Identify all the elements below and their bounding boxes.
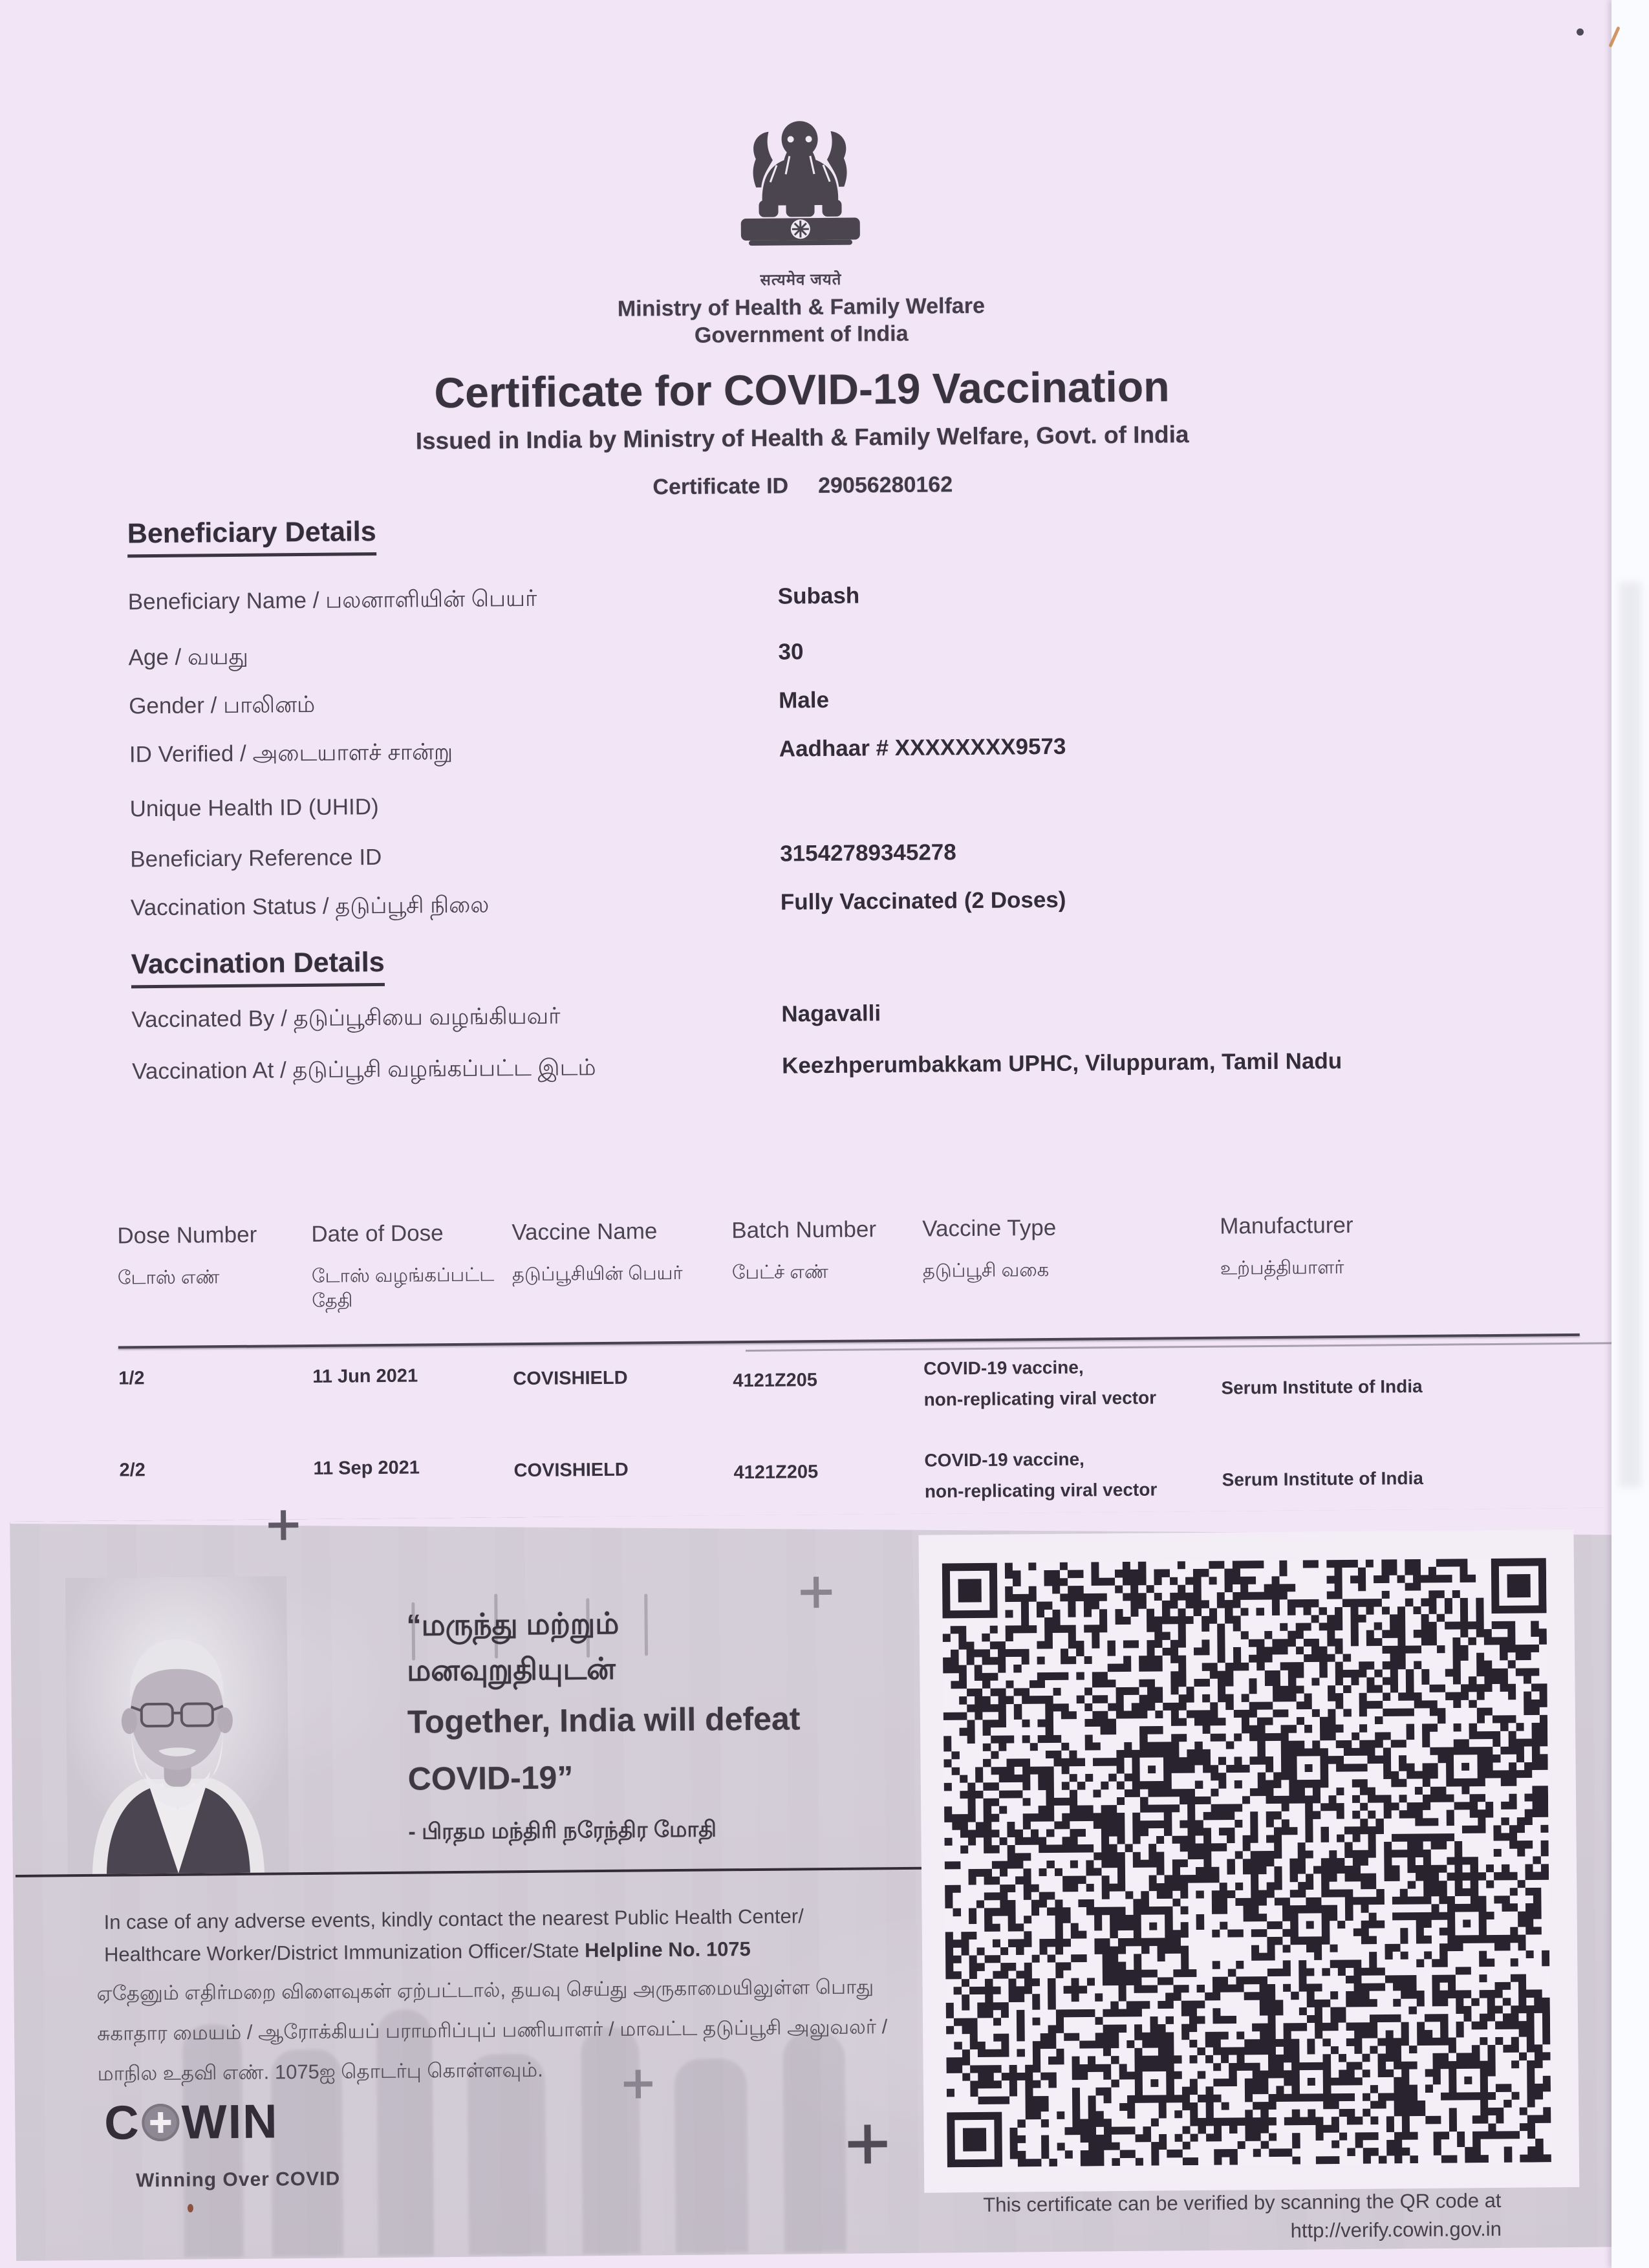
field-label: Unique Health ID (UHID) [129, 794, 379, 822]
vaccination-row-by [0, 994, 1648, 1053]
quote-english-line1: Together, India will defeat [407, 1700, 801, 1740]
beneficiary-details-heading: Beneficiary Details [127, 516, 376, 557]
qr-code [942, 1558, 1551, 2167]
pm-modi-photo [65, 1576, 289, 1874]
helpline-number: Helpline No. 1075 [584, 1938, 751, 1962]
plus-mark-icon [801, 1577, 832, 1608]
qr-panel [918, 1529, 1579, 2193]
plus-mark-icon [268, 1510, 298, 1540]
field-value: Male [779, 687, 830, 713]
beneficiary-row-uhid [0, 783, 1646, 843]
certificate-id-row [285, 469, 1320, 503]
quote-tamil-line2: மனவுறுதியுடன் [407, 1651, 616, 1687]
cowin-logo-c: C [103, 2095, 141, 2150]
column-header-vaccine-type: Vaccine Type தடுப்பூசி வகை [922, 1215, 1057, 1282]
field-label: Age / வயது [128, 643, 249, 671]
column-header-date-of-dose: Date of Dose டோஸ் வழங்கப்பட்ட தேதி [311, 1220, 495, 1312]
dose-table-row-1: 1/2 11 Jun 2021 COVISHIELD 4121Z205 COVID-19 vaccine, non-replicating viral vector Serum Institute of India [118, 1357, 1423, 1410]
certificate-subtitle: Issued in India by Ministry of Health & Family Welfare, Govt. of India [415, 421, 1189, 455]
dose-table-row-2: 2/2 11 Sep 2021 COVISHIELD 4121Z205 COVID-19 vaccine, non-replicating viral vector Serum Institute of India [119, 1449, 1423, 1502]
field-label: Vaccination At / தடுப்பூசி வழங்கப்பட்ட இடம் [131, 1055, 596, 1085]
field-label: Beneficiary Name / பலனாளியின் பெயர் [127, 585, 537, 615]
vaccination-row-at [0, 1046, 1648, 1105]
column-header-batch-number: Batch Number பேட்ச் எண் [731, 1216, 877, 1284]
certificate-title: Certificate for COVID-19 Vaccination [434, 362, 1170, 417]
field-value: Aadhaar # XXXXXXXX9573 [779, 733, 1066, 762]
field-value: Fully Vaccinated (2 Doses) [780, 887, 1066, 915]
column-header-vaccine-name: Vaccine Name தடுப்பூசியின் பெயர் [512, 1218, 683, 1286]
verify-line1: This certificate can be verified by scanning the QR code at [983, 2188, 1502, 2216]
quote-english-line2: COVID-19” [407, 1759, 574, 1797]
field-value: 31542789345278 [780, 839, 956, 867]
cowin-plus-icon [142, 2103, 180, 2141]
scan-gray-band [1619, 582, 1641, 1487]
certificate-id-label: Certificate ID [652, 473, 789, 500]
ministry-line1: Ministry of Health & Family Welfare [617, 293, 986, 321]
field-value: Nagavalli [781, 1000, 881, 1027]
field-value: 30 [778, 639, 804, 665]
scan-speck [1577, 28, 1584, 36]
beneficiary-row-name [0, 576, 1644, 636]
table-header-divider [118, 1334, 1580, 1349]
quote-attribution: - பிரதம மந்திரி நரேந்திர மோதி [408, 1817, 717, 1844]
plus-mark-icon [848, 2124, 887, 2164]
emblem-motto: सत्यमेव जयते [760, 270, 842, 289]
vaccination-details-heading: Vaccination Details [131, 947, 384, 988]
table-header-divider-echo [746, 1342, 1613, 1352]
field-label: Vaccinated By / தடுப்பூசியை வழங்கியவர் [131, 1003, 561, 1033]
quote-tamil-line1: “மருந்து மற்றும் [406, 1606, 620, 1642]
certificate-id-value: 29056280162 [817, 472, 953, 499]
india-national-emblem-icon [731, 119, 869, 268]
cowin-logo [104, 2093, 279, 2150]
ministry-line2: Government of India [694, 321, 909, 348]
field-label: ID Verified / அடையாளச் சான்று [129, 739, 453, 768]
field-value: Keezhperumbakkam UPHC, Viluppuram, Tamil Nadu [781, 1048, 1342, 1079]
certificate-header [281, 0, 1320, 503]
crowd-watermark [644, 1593, 648, 1656]
column-header-manufacturer: Manufacturer உற்பத்தியாளர் [1220, 1212, 1353, 1279]
cowin-tagline: Winning Over COVID [135, 2168, 341, 2192]
cowin-logo-win: WIN [181, 2094, 279, 2149]
field-label: Vaccination Status / தடுப்பூசி நிலை [130, 892, 490, 921]
footer-banner [10, 1507, 1623, 2261]
plus-mark-icon [624, 2069, 652, 2098]
adverse-notice-ta: ஏதேனும் எதிர்மறை விளைவுகள் ஏற்பட்டால், தயவு செய்து அருகாமையிலுள்ள பொது சுகாதார மையம் / ஆரோக்கியப் பராமரிப்புப் பணியாளர் / மாவட்ட தடுப்பூசி அலுவலர் / மாநில உதவி எண். 1075ஐ தொடர்பு கொள்ளவும். [96, 1975, 888, 2085]
verify-line2: http://verify.cowin.gov.in [1290, 2217, 1502, 2242]
scan-speck [188, 2204, 193, 2212]
field-value: Subash [777, 583, 860, 609]
adverse-notice-en: In case of any adverse events, kindly contact the nearest Public Health Center/ Healthcare Worker/District Immunization Officer/State Helpline No. 1075 [103, 1905, 804, 1966]
field-label: Beneficiary Reference ID [130, 844, 382, 872]
verify-note [983, 2187, 1502, 2248]
column-header-dose-number: Dose Number டோஸ் எண் [117, 1222, 257, 1289]
field-label: Gender / பாலினம் [129, 691, 316, 719]
